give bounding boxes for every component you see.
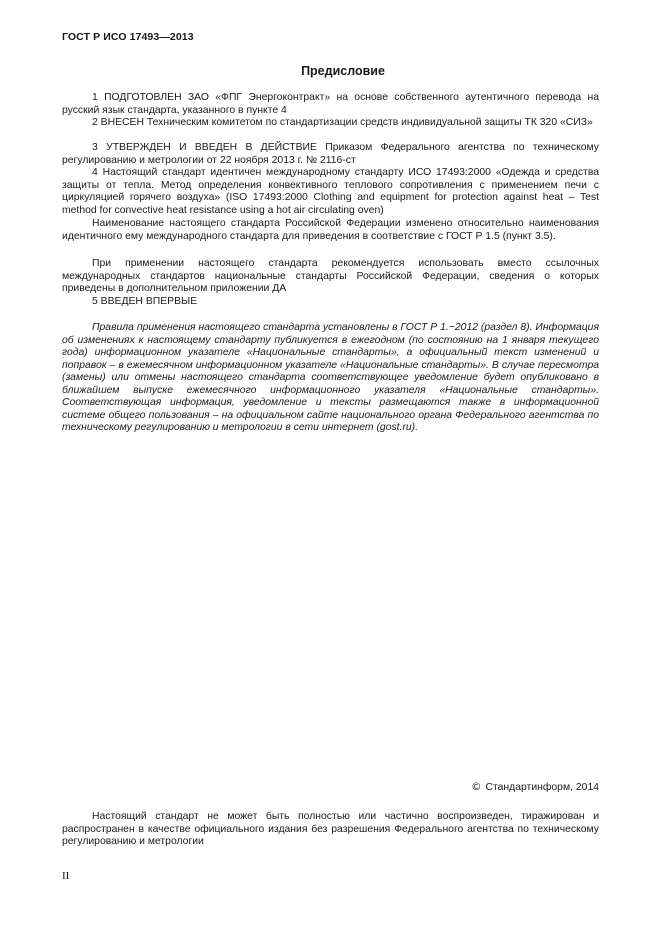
copyright-line bbox=[471, 781, 599, 793]
reproduction-notice: Настоящий стандарт не может быть полностью или частично воспроизведен, тиражирован и распространен в качестве официального издания без разрешения Федерального агентства по техническому регулированию и метрологии bbox=[62, 811, 599, 847]
paragraph-approved: 3 УТВЕРЖДЕН И ВВЕДЕН В ДЕЙСТВИЕ Приказом Федерального агентства по техническому регулированию и метрологии от 22 ноября 2013 г. № 2116-ст bbox=[62, 142, 599, 166]
paragraph-reference-standards: При применении настоящего стандарта рекомендуется использовать вместо ссылочных международных стандартов национальные стандарты Российской Федерации, сведения о которых приведены в дополнительном приложении ДА bbox=[62, 258, 599, 294]
section-title-text: Предисловие bbox=[301, 64, 385, 78]
paragraph-name-changed: Наименование настоящего стандарта Российской Федерации изменено относительно наименования идентичного ему международного стандарта для приведения в соответствие с ГОСТ Р 1.5 (пункт 3.5). bbox=[62, 218, 599, 242]
copyright-text: Стандартинформ, 2014 bbox=[485, 782, 599, 793]
document-code-header: ГОСТ Р ИСО 17493—2013 bbox=[62, 31, 194, 43]
paragraph-prepared-by: 1 ПОДГОТОВЛЕН ЗАО «ФПГ Энергоконтракт» на основе собственного аутентичного перевода на русский язык стандарта, указанного в пункте 4 bbox=[62, 92, 599, 116]
copyright-symbol: © bbox=[471, 781, 482, 793]
paragraph-identical-standard: 4 Настоящий стандарт идентичен международному стандарту ИСО 17493:2000 «Одежда и средства защиты от тепла. Метод определения конвективного теплового сопротивления с применением печи с циркуляцией горячего воздуха» (ISO 17493:2000 Clothing and equipment for protection against heat – Test method for convective heat resistance using a hot air circulating oven) bbox=[62, 167, 599, 216]
paragraph-introduced-first: 5 ВВЕДЕН ВПЕРВЫЕ bbox=[92, 296, 198, 307]
paragraph-submitted-by: 2 ВНЕСЕН Техническим комитетом по стандартизации средств индивидуальной защиты ТК 320 «СИЗ» bbox=[92, 117, 593, 128]
application-rules-notice: Правила применения настоящего стандарта установлены в ГОСТ Р 1.−2012 (раздел 8). Информация об изменениях к настоящему стандарту публикуется в ежегодном (по состоянию на 1 января текущего года) информационном указателе «Национальные стандарты», а официальный текст изменений и поправок – в ежемесячном информационном указателе «Национальные стандарты». В случае пересмотра (замены) или отмены настоящего стандарта соответствующее уведомление будет опубликовано в ближайшем выпуске ежемесячного информационного указателя «Национальные стандарты». Соответствующая информация, уведомление и тексты размещаются также в информационной системе общего пользования – на официальном сайте национального органа Федерального агентства по техническому регулированию и метрологии в сети интернет (gost.ru). bbox=[62, 322, 599, 433]
page-number: II bbox=[62, 870, 70, 882]
section-title bbox=[0, 64, 661, 78]
